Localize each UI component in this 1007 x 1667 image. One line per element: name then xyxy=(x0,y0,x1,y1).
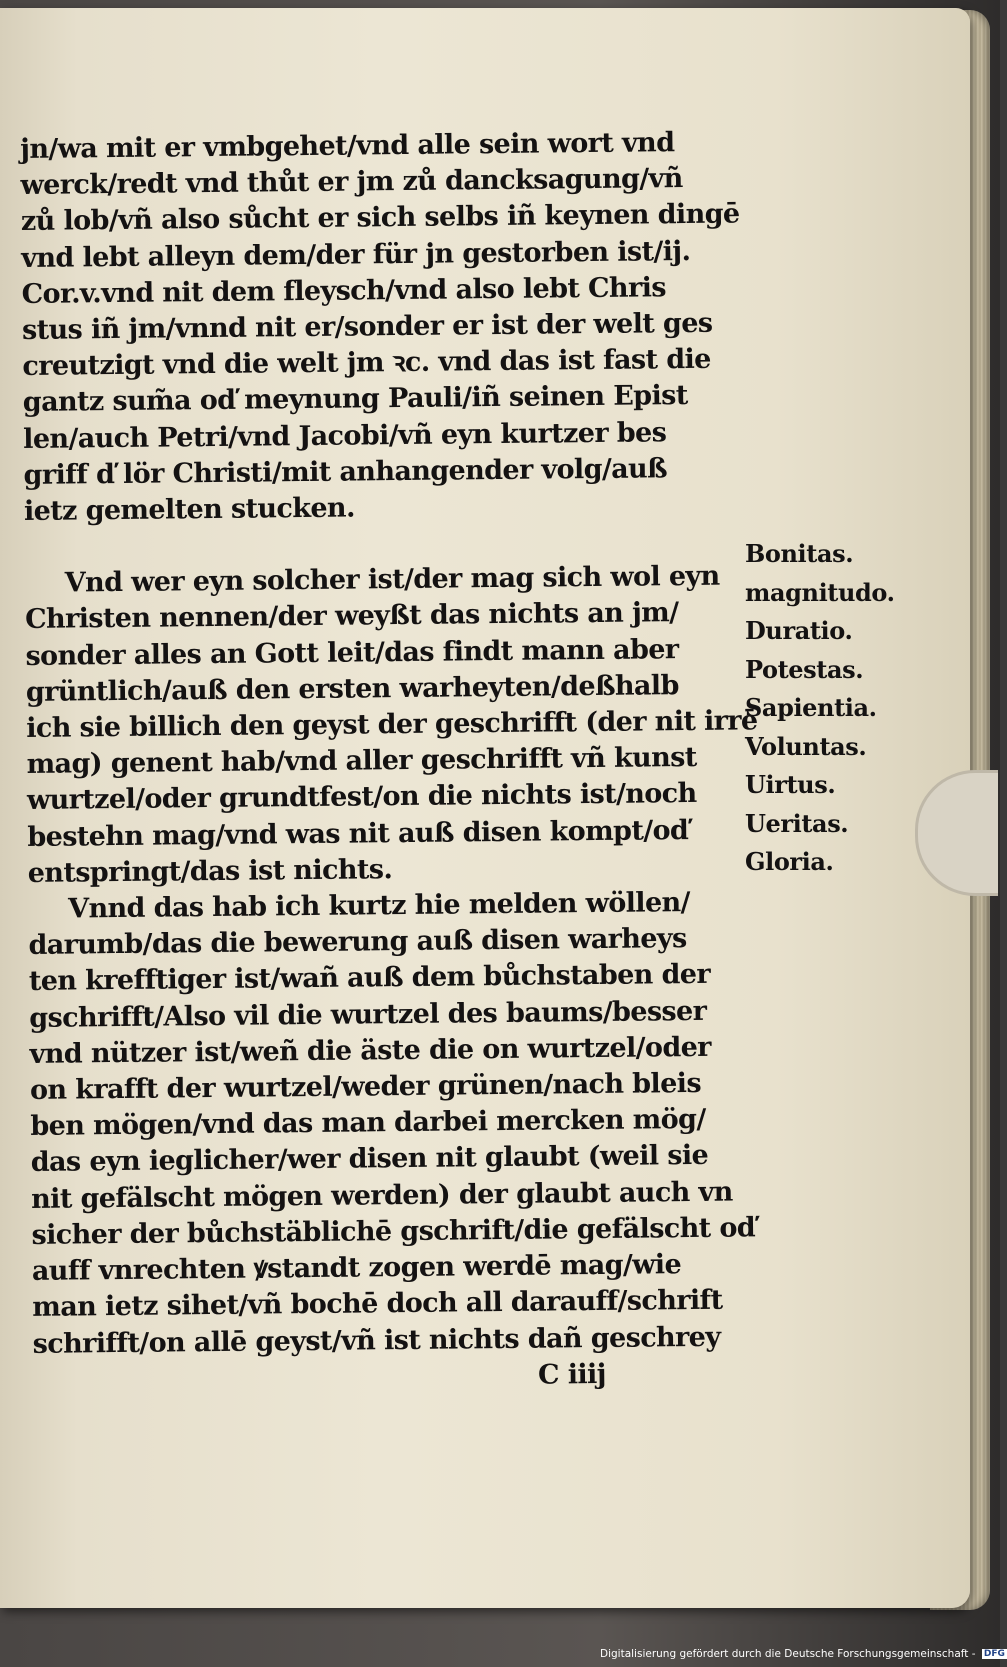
text-line: mag) genent hab/vnd aller geschrifft vñ kunst xyxy=(26,742,697,781)
credit-text: Digitalisierung gefördert durch die Deutsche Forschungsgemeinschaft - xyxy=(600,1648,976,1660)
margin-note: Uirtus. xyxy=(745,770,836,799)
margin-note: Potestas. xyxy=(745,654,864,684)
text-line: ietz gemelten stucken. xyxy=(23,492,355,528)
margin-note: Sapientia. xyxy=(745,693,877,722)
signature-mark: C iiij xyxy=(537,1358,607,1391)
text-line: Vnnd das hab ich kurtz hie melden wöllen/ xyxy=(67,887,691,925)
text-line: zů lob/vñ also sůcht er sich selbs iñ keynen dingē xyxy=(20,198,740,238)
text-line: nit gefälscht mögen werden) der glaubt auch vn xyxy=(31,1176,733,1215)
margin-note: Gloria. xyxy=(745,847,834,876)
text-line: Vnd wer eyn solcher ist/der mag sich wol eyn xyxy=(64,560,720,599)
text-line: jn/wa mit er vmbgehet/vnd alle sein wort vnd xyxy=(20,127,675,165)
text-line: gantz sum̃a oď meynung Pauli/iñ seinen Epist xyxy=(22,380,688,419)
margin-note: Voluntas. xyxy=(745,731,867,761)
text-line: auff vnrechten ꝟstandt zogen werdē mag/wie xyxy=(31,1249,682,1288)
text-line: bestehn mag/vnd was nit auß disen kompt/oď xyxy=(27,814,689,853)
text-line: entspringt/das ist nichts. xyxy=(27,854,393,889)
text-line: darumb/das die bewerung auß disen warheys xyxy=(28,923,687,962)
margin-note: magnitudo. xyxy=(745,577,895,607)
margin-note: Bonitas. xyxy=(745,539,854,568)
text-line: ben mögen/vnd das man darbei mercken mög/ xyxy=(30,1104,706,1143)
text-line: Christen nennen/der weyßt das nichts an jm/ xyxy=(24,597,679,636)
text-line: schrifft/on allē geyst/vñ ist nichts dañ geschrey xyxy=(32,1321,721,1360)
text-line: sonder alles an Gott leit/das findt mann aber xyxy=(25,633,679,672)
text-line: ten krefftiger ist/wañ auß dem bůchstaben der xyxy=(28,959,711,998)
margin-notes xyxy=(745,535,925,882)
body-text xyxy=(20,125,758,1399)
dfg-logo: DFG xyxy=(983,1649,1005,1659)
text-line: Cor.v.vnd nit dem fleysch/vnd also lebt Chris xyxy=(21,272,667,310)
text-line: gschrifft/Also vil die wurtzel des baums/besser xyxy=(29,995,707,1034)
margin-note: Ueritas. xyxy=(745,808,849,838)
text-line: ich sie billich den geyst der geschrifft (der nit irrē xyxy=(26,705,758,745)
text-line: len/auch Petri/vnd Jacobi/vñ eyn kurtzer bes xyxy=(23,416,667,455)
text-line: das eyn ieglicher/wer disen nit glaubt (weil sie xyxy=(30,1140,709,1179)
text-line: creutzigt vnd die welt jm ꝛc. vnd das ist fast die xyxy=(22,343,711,383)
text-line: werck/redt vnd thůt er jm zů dancksagung/vñ xyxy=(20,163,683,202)
text-line: stus iñ jm/vnnd nit er/sonder er ist der welt ges xyxy=(21,307,713,347)
text-line: vnd nützer ist/weñ die äste die on wurtzel/oder xyxy=(29,1031,712,1070)
text-line: griff ď lör Christi/mit anhangender volg/auß xyxy=(23,453,668,491)
text-line: grüntlich/auß den ersten warheyten/deßhalb xyxy=(25,669,679,708)
digitization-credit xyxy=(600,1648,1007,1660)
text-line: sicher der bůchstäblichē gschrift/die gefälscht oď xyxy=(31,1212,756,1251)
text-line: man ietz sihet/vñ bochē doch all darauff/schrift xyxy=(32,1285,723,1324)
margin-note: Duratio. xyxy=(745,616,853,645)
text-line: on krafft der wurtzel/weder grünen/nach bleis xyxy=(29,1068,702,1107)
text-line: vnd lebt alleyn dem/der für jn gestorben ist/ij. xyxy=(21,235,691,274)
text-line: wurtzel/oder grundtfest/on die nichts ist/noch xyxy=(26,778,697,817)
